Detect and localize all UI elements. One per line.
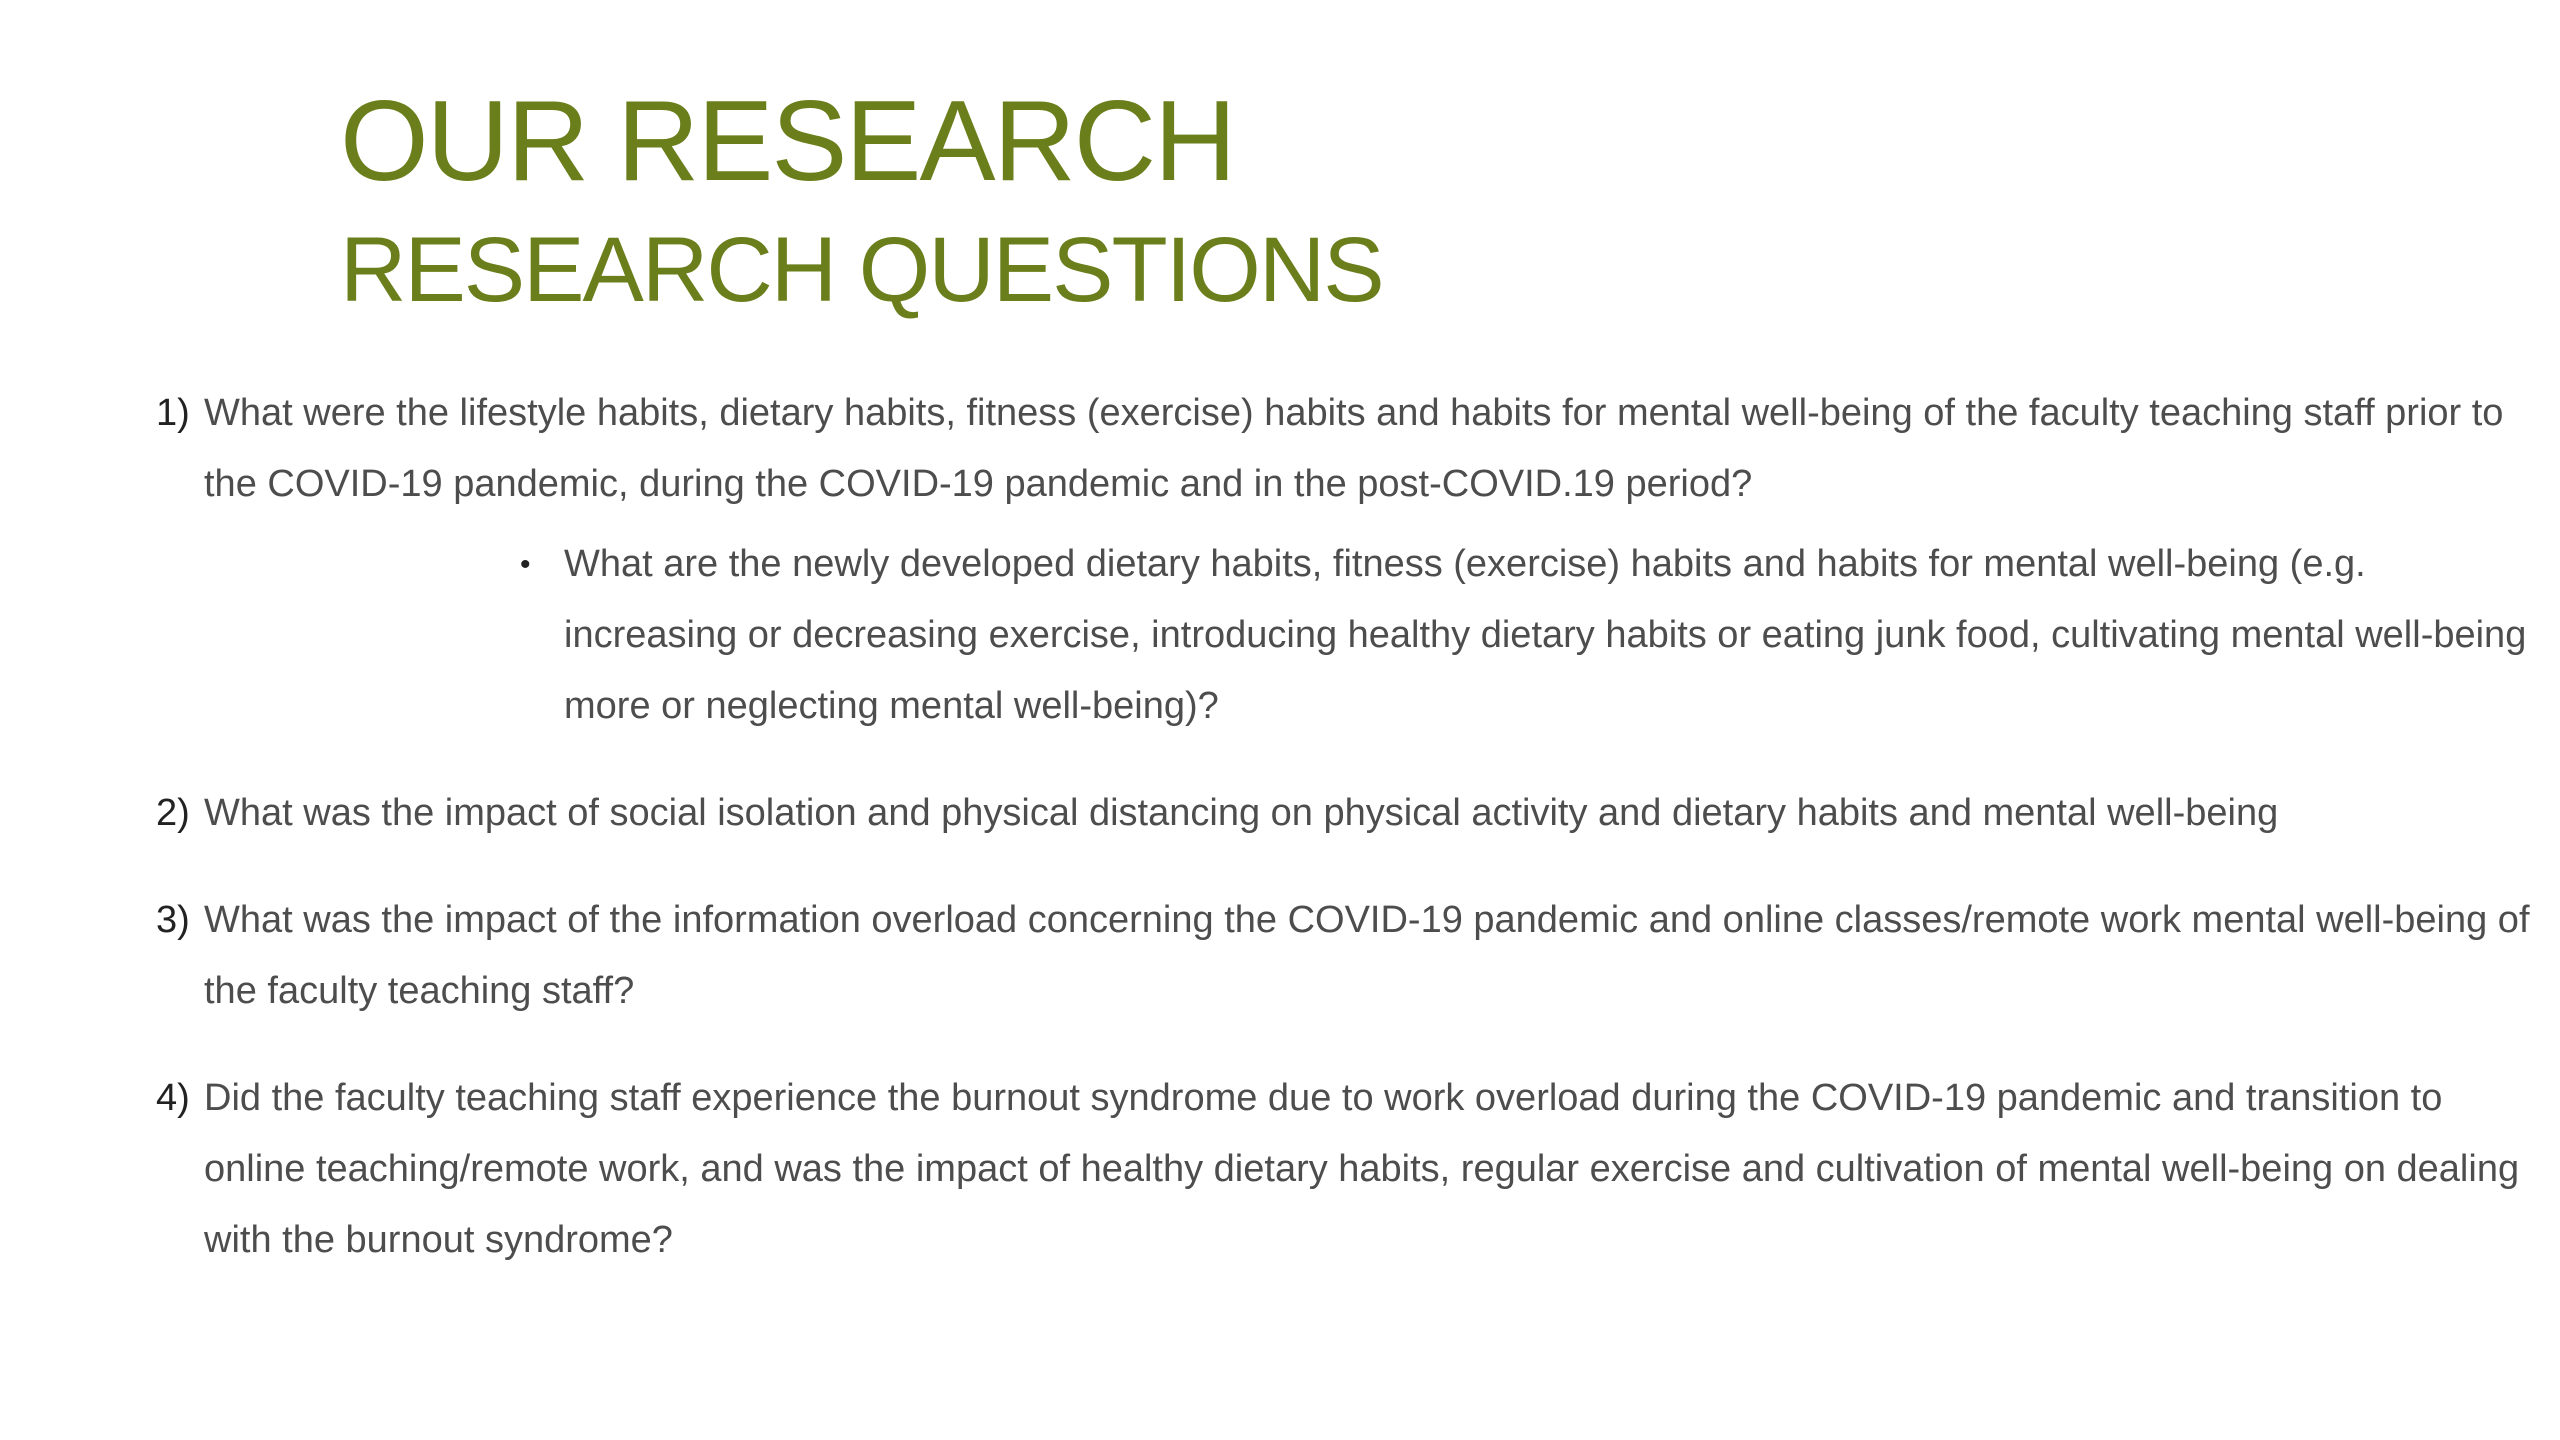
spacer xyxy=(156,742,2536,778)
title-block xyxy=(340,78,1383,334)
sub-question xyxy=(204,529,2536,742)
research-questions-list xyxy=(156,378,2536,1276)
slide-subtitle: RESEARCH QUESTIONS xyxy=(340,219,1383,321)
question-number: 4) xyxy=(156,1077,190,1119)
question-number: 3) xyxy=(156,899,190,941)
sub-question-text: What are the newly developed dietary habits, fitness (exercise) habits and habits for mental well-being (e.g. increasing or decreasing exercise, introducing healthy dietary habits or eating junk food, cultivating mental well-being more or neglecting mental well-being)? xyxy=(564,543,2527,727)
research-question-3 xyxy=(156,885,2536,1027)
bullet-icon: • xyxy=(520,548,531,581)
slide-title: OUR RESEARCH xyxy=(340,78,1235,205)
question-text: What was the impact of the information overload concerning the COVID-19 pandemic and online classes/remote work mental well-being of the faculty teaching staff? xyxy=(204,899,2530,1012)
question-text: Did the faculty teaching staff experience the burnout syndrome due to work overload during the COVID-19 pandemic and transition to online teaching/remote work, and was the impact of healthy dietary habits, regular exercise and cultivation of mental well-being on dealing with the burnout syndrome? xyxy=(204,1077,2520,1261)
research-question-4 xyxy=(156,1063,2536,1276)
spacer xyxy=(156,849,2536,885)
research-question-1 xyxy=(156,378,2536,742)
question-text: What were the lifestyle habits, dietary habits, fitness (exercise) habits and habits for mental well-being of the faculty teaching staff prior to the COVID-19 pandemic, during the COVID-19 pandemic and in the post-COVID.19 period? xyxy=(204,392,2504,505)
question-number: 1) xyxy=(156,392,190,434)
spacer xyxy=(156,1027,2536,1063)
question-number: 2) xyxy=(156,792,190,834)
question-text: What was the impact of social isolation and physical distancing on physical activity and dietary habits and mental well-being xyxy=(204,792,2279,834)
research-question-2 xyxy=(156,778,2536,849)
